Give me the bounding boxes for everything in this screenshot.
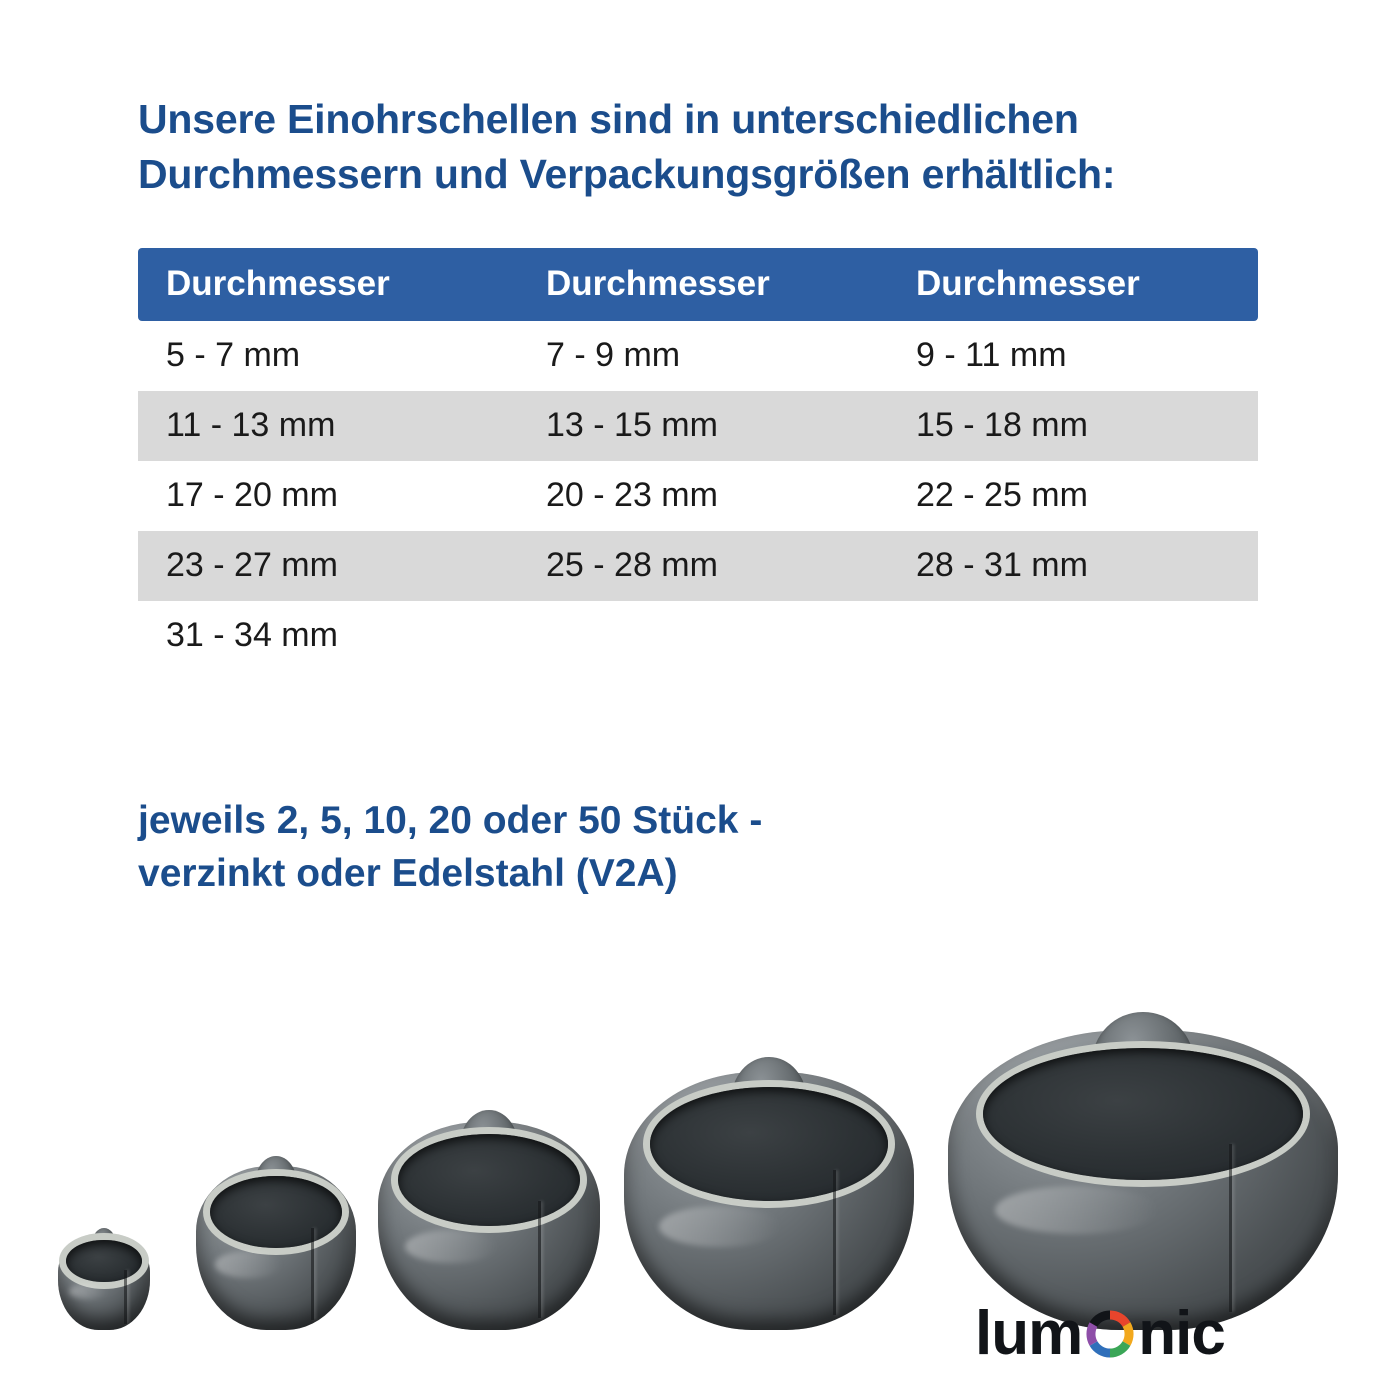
table-cell: 17 - 20 mm [138, 461, 518, 531]
clamp-highlight [215, 1251, 282, 1277]
table-cell: 11 - 13 mm [138, 391, 518, 461]
clamp-opening [398, 1134, 580, 1226]
column-header-diameter-1: Durchmesser [138, 248, 518, 321]
table-row [138, 321, 1258, 391]
page-title-line-2: Durchmessern und Verpackungsgrößen erhältlich: [138, 150, 1116, 197]
table-cell [888, 601, 1258, 671]
colored-ring-icon [1084, 1308, 1136, 1360]
table-cell: 20 - 23 mm [518, 461, 888, 531]
product-photo [0, 860, 1400, 1330]
table-cell: 5 - 7 mm [138, 321, 518, 391]
clamp-ring [58, 1234, 150, 1330]
clamp-seam [124, 1270, 127, 1324]
clamp-highlight [659, 1206, 781, 1247]
table-cell: 15 - 18 mm [888, 391, 1258, 461]
page-title-line-1: Unsere Einohrschellen sind in unterschiedlichen [138, 96, 1079, 142]
table-cell: 7 - 9 mm [518, 321, 888, 391]
column-header-diameter-2: Durchmesser [518, 248, 888, 321]
table-cell: 9 - 11 mm [888, 321, 1258, 391]
clamp-highlight [995, 1186, 1159, 1234]
table-cell [518, 601, 888, 671]
hose-clamp-large [624, 1072, 914, 1330]
clamp-opening [210, 1176, 341, 1248]
packaging-note-line-1: jeweils 2, 5, 10, 20 oder 50 Stück - [138, 799, 763, 842]
table-cell: 25 - 28 mm [518, 531, 888, 601]
table-cell: 23 - 27 mm [138, 531, 518, 601]
clamp-opening [66, 1240, 141, 1282]
table-row [138, 461, 1258, 531]
page-title [138, 92, 1258, 201]
clamp-opening [650, 1087, 888, 1201]
clamp-seam [538, 1201, 541, 1318]
diameter-table [138, 248, 1258, 671]
table-header-row [138, 248, 1258, 321]
hose-clamp-largest [948, 1030, 1338, 1330]
clamp-ring [624, 1072, 914, 1330]
hose-clamp-medium [378, 1122, 600, 1330]
table-cell: 31 - 34 mm [138, 601, 518, 671]
logo-text-after: nic [1138, 1299, 1225, 1368]
table-cell: 13 - 15 mm [518, 391, 888, 461]
clamp-ring [196, 1166, 356, 1330]
clamp-opening [983, 1048, 1303, 1180]
table-row [138, 531, 1258, 601]
hose-clamp-small [196, 1166, 356, 1330]
column-header-diameter-3: Durchmesser [888, 248, 1258, 321]
clamp-seam [833, 1170, 836, 1315]
table-cell: 22 - 25 mm [888, 461, 1258, 531]
table-row [138, 601, 1258, 671]
logo-text-before: lum [975, 1299, 1083, 1368]
hose-clamp-smallest [58, 1234, 150, 1330]
clamp-ring [378, 1122, 600, 1330]
clamp-seam [311, 1228, 314, 1320]
clamp-seam [1229, 1144, 1232, 1312]
table-cell: 28 - 31 mm [888, 531, 1258, 601]
clamp-ring [948, 1030, 1338, 1330]
brand-logo [975, 1298, 1225, 1369]
table-row [138, 391, 1258, 461]
clamp-highlight [69, 1284, 108, 1299]
packaging-note-line-2: verzinkt oder Edelstahl (V2A) [138, 851, 678, 895]
